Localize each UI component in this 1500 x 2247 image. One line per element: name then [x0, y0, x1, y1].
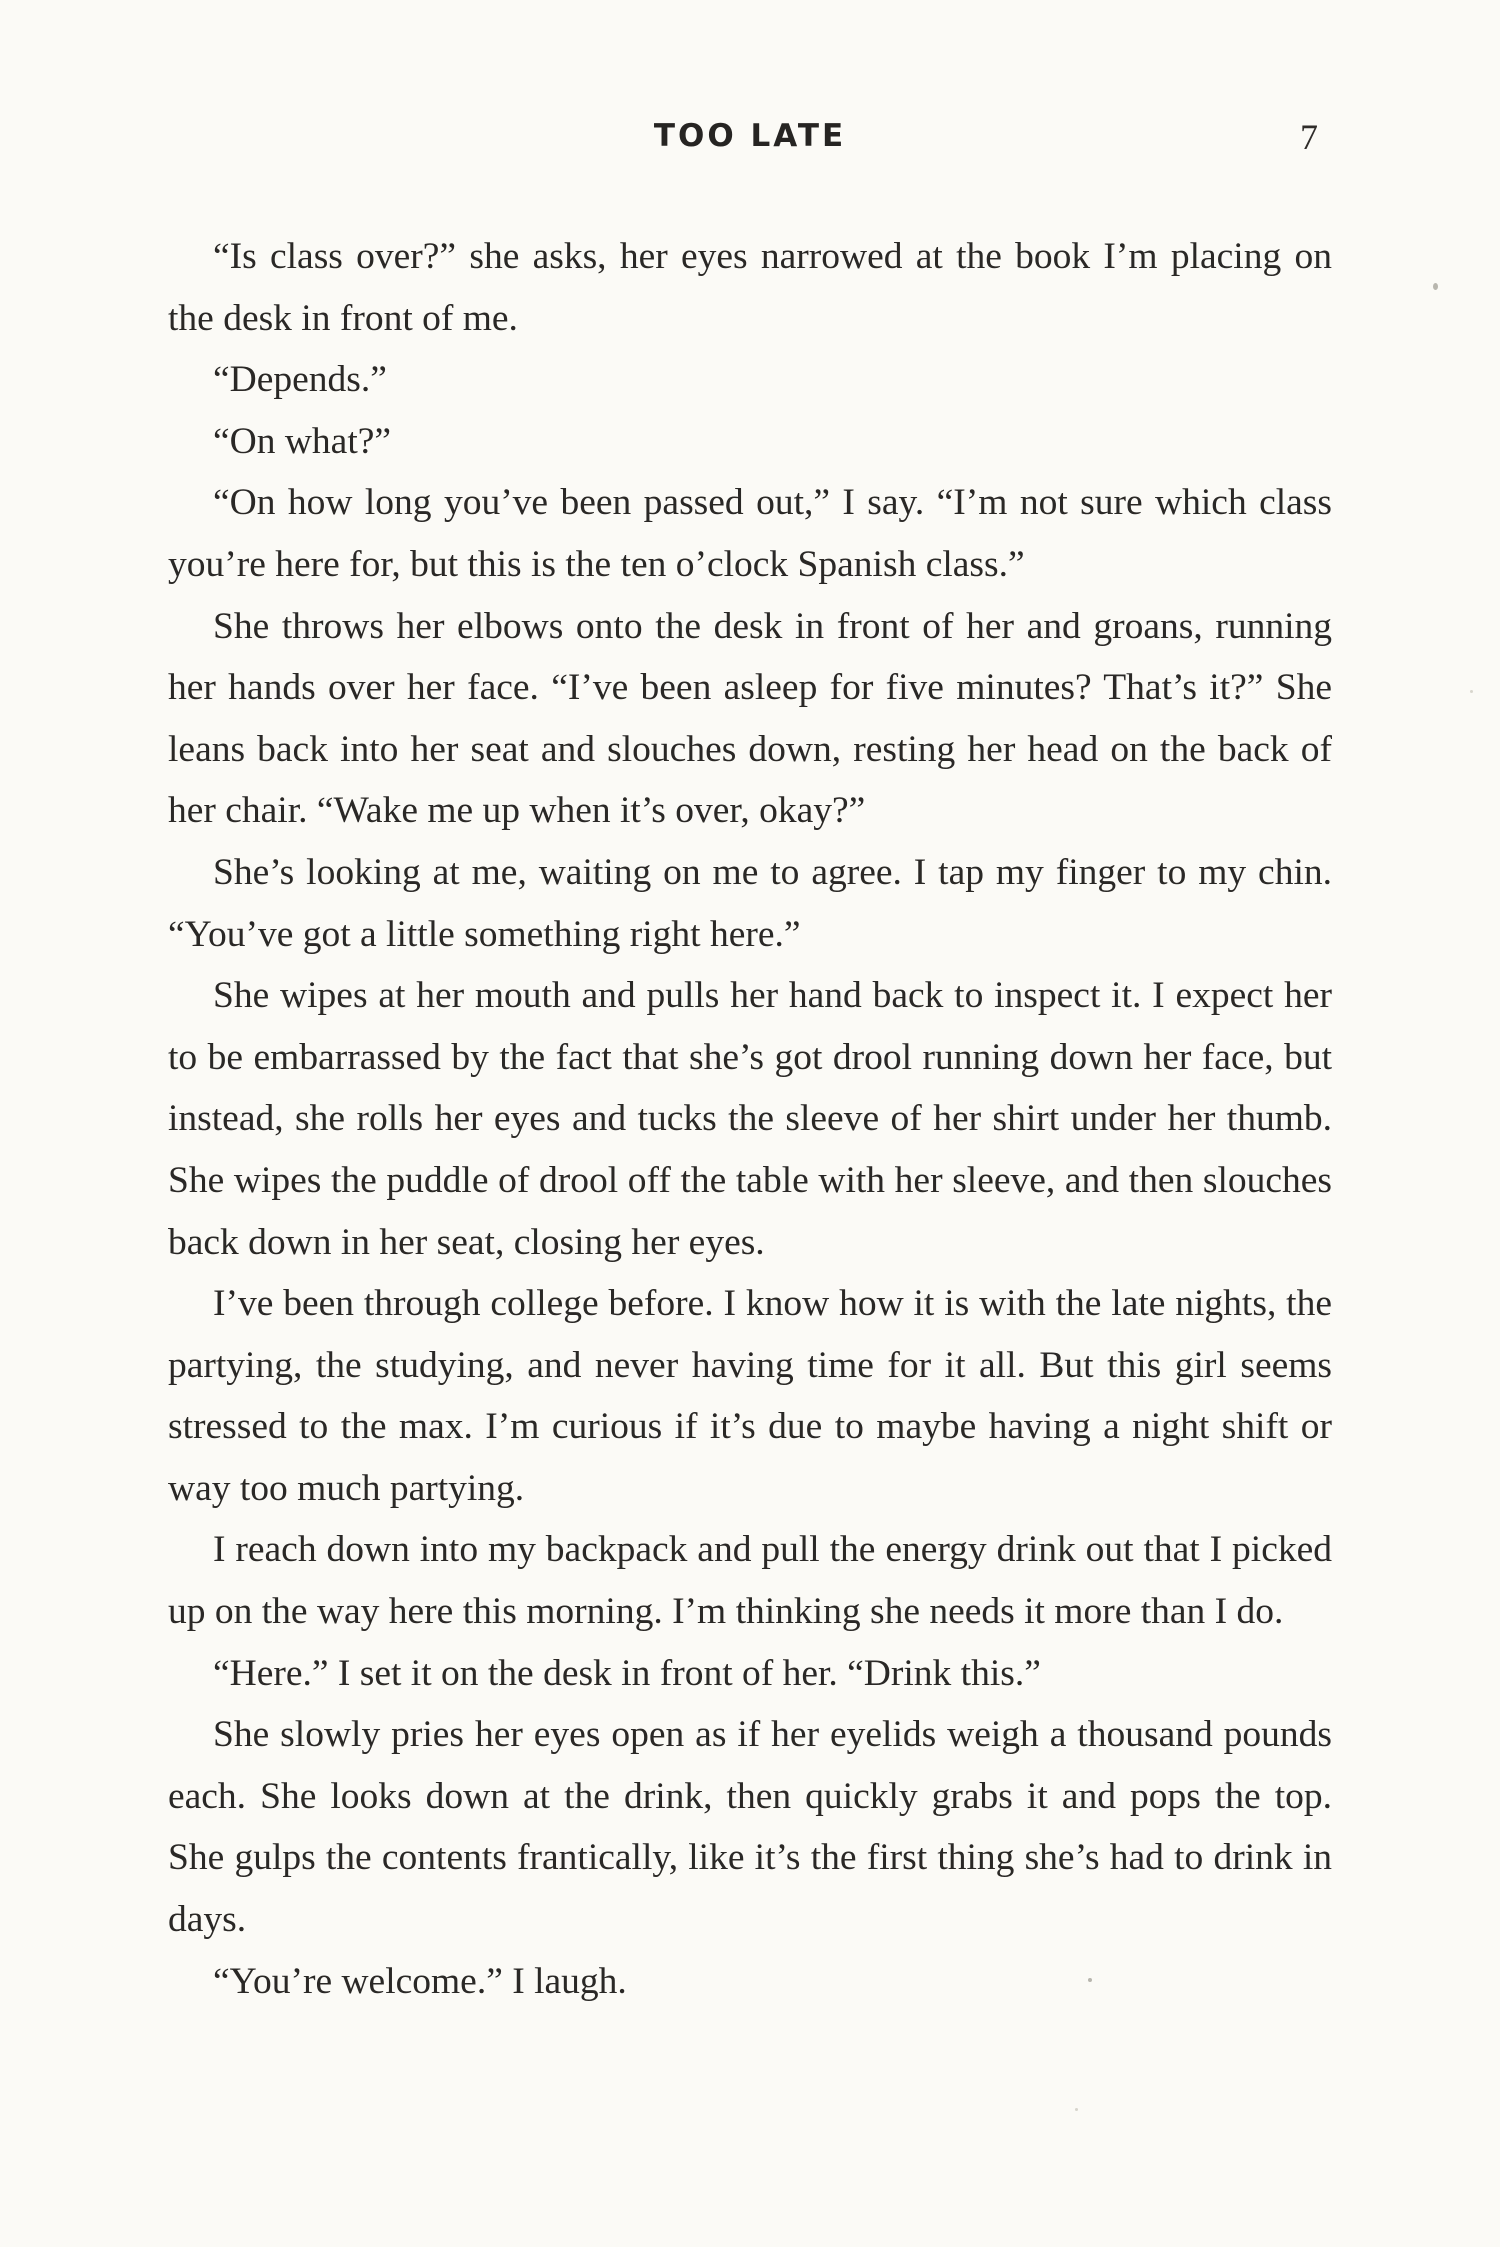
page-number: 7	[1300, 117, 1318, 157]
paragraph: I reach down into my backpack and pull the energy drink out that I picked up on the way here this morning. I’m thinking she needs it more than I do.	[168, 1529, 1332, 1633]
paragraph: “On how long you’ve been passed out,” I say. “I’m not sure which class you’re here for, but this is the ten o’clock Spanish class.”	[168, 482, 1332, 585]
paragraph: She wipes at her mouth and pulls her hand back to inspect it. I expect her to be embarrassed by the fact that she’s got drool running down her face, but instead, she rolls her eyes and tucks the sleeve of her shirt under her thumb. She wipes the puddle of drool off the table with her sleeve, and then slouches back down in her seat, closing her eyes.	[168, 975, 1332, 1263]
paragraph: “On what?”	[213, 420, 392, 462]
scan-speck	[1433, 283, 1438, 290]
scan-speck	[1470, 690, 1473, 693]
paragraph: She slowly pries her eyes open as if her eyelids weigh a thousand pounds each. She looks down at the drink, then quickly grabs it and pops the top. She gulps the contents frantically, like it’s the first thing she’s had to drink in days.	[168, 1714, 1332, 1941]
paragraph: She throws her elbows onto the desk in front of her and groans, running her hands over her face. “I’ve been asleep for five minutes? That’s it?” She leans back into her seat and slouches down, resting her head on the back of her chair. “Wake me up when it’s over, okay?”	[168, 605, 1332, 832]
paragraph: She’s looking at me, waiting on me to agree. I tap my finger to my chin. “You’ve got a little something right here.”	[168, 851, 1332, 955]
paragraph: “Depends.”	[213, 359, 387, 401]
scan-speck	[1088, 1978, 1092, 1982]
body-text	[168, 226, 1332, 2012]
scan-speck	[1075, 2108, 1078, 2111]
paragraph: “Here.” I set it on the desk in front of her. “Drink this.”	[213, 1652, 1041, 1694]
paragraph: “You’re welcome.” I laugh.	[213, 1960, 627, 2002]
running-head-title: TOO LATE	[653, 118, 847, 154]
paragraph: I’ve been through college before. I know how it is with the late nights, the partying, the studying, and never having time for it all. But this girl seems stressed to the max. I’m curious if it’s due to maybe having a night shift or way too much partying.	[168, 1283, 1332, 1509]
paragraph: “Is class over?” she asks, her eyes narrowed at the book I’m placing on the desk in front of me.	[168, 236, 1332, 339]
